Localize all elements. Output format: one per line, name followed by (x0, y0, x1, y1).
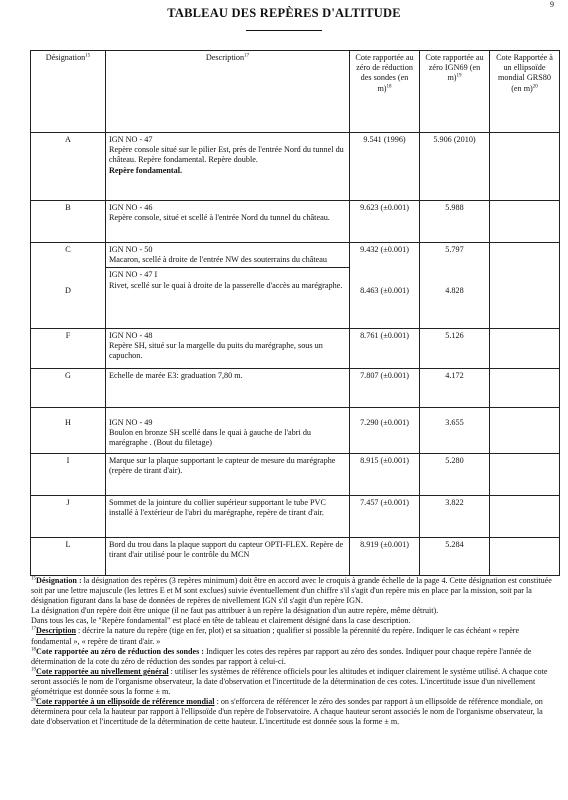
cell-designation: G (31, 369, 106, 408)
footnote-nivellement: $^{19}$Cote rapportée au nivellement général : utiliser les systèmes de référence officiels pour les altitudes et indiquer clairement le système utilisé. A chaque cote seront associés le nom de l'organisme observateur, la date d'observation et l'incertitude de la détermination de ces cotes. L'incertitude issue d'un nivellement géométrique est donnée sous la forme ± m. (31, 666, 548, 697)
cell-cote-ign69: 5.126 (420, 329, 490, 369)
benchmark-text: Echelle de marée E3: graduation 7,80 m. (109, 371, 243, 380)
cell-cote-ign69: 5.906 (2010) (420, 133, 490, 201)
footnote-description: $^{17}$Description : décrire la nature du repère (tige en fer, plot) et sa situation ; qualifier si possible la pérennité du repère. Indiquer le cas échéant « repère fondamental », « repère de tirant d'air. » (31, 626, 520, 646)
footnote-fundamental: Dans tous les cas, le "Repère fondamental" est placé en tête de tableau et clairement désigné dans la case description. (31, 616, 411, 626)
cell-cote-sondes: 7.290 (±0.001) (350, 408, 420, 454)
cell-designation: C D (31, 243, 106, 329)
cell-cote-grs80 (490, 369, 560, 408)
cell-cote-grs80 (490, 454, 560, 496)
footnote-ellipsoide: $^{20}$Cote rapportée à un ellipsoïde de référence mondial : on s'efforcera de référencer le zéro des sondes par rapport à un ellipsoïde de référence mondiale, on déterminera pour cela la hauteur par rapport à l'ellipsoïde d'un repère de l'observatoire. A chaque hauteur seront associés le nom de l'organisme observateur, la date d'observation et l'incertitude de la détermination de cette hauteur. L'incertitude est donnée sous la forme ± m. (31, 697, 543, 727)
benchmark-text: Macaron, scellé à droite de l'entrée NW des souterrains du château (109, 255, 327, 265)
cell-description (106, 369, 350, 408)
cell-description (106, 329, 350, 369)
benchmark-name: IGN NO - 49 (109, 418, 153, 427)
cell-cote-grs80 (490, 201, 560, 243)
cell-cote-grs80 (490, 243, 560, 329)
table-row (31, 329, 560, 369)
cell-cote-sondes: 9.432 (±0.001) 8.463 (±0.001) (350, 243, 420, 329)
footnote-uniqueness: La désignation d'un repère doit être unique (il ne faut pas attribuer à un repère la désignation d'un autre repère, même détruit). (31, 606, 439, 616)
cell-cote-grs80 (490, 496, 560, 538)
table-row (31, 133, 560, 201)
header-cote-ign69: Cote rapportée au zéro IGN69 (en m)$^{19}$ (420, 51, 490, 133)
page-number: 9 (550, 0, 554, 9)
cell-cote-grs80 (490, 133, 560, 201)
page-title: TABLEAU DES REPÈRES D'ALTITUDE (167, 6, 401, 20)
cell-description (106, 243, 350, 329)
cell-cote-ign69: 4.172 (420, 369, 490, 408)
header-designation: Désignation$^{15}$ (31, 51, 106, 133)
benchmark-name: IGN NO - 46 (109, 203, 153, 212)
cell-designation: A (31, 133, 106, 201)
cell-description (106, 496, 350, 538)
benchmark-text: Marque sur la plaque supportant le capteur de mesure du marégraphe (repère de tirant d'air). (109, 456, 336, 476)
table-row (31, 201, 560, 243)
table-row (31, 454, 560, 496)
cell-description (106, 133, 350, 201)
table-row (31, 496, 560, 538)
cell-cote-grs80 (490, 329, 560, 369)
header-cote-sondes: Cote rapportée au zéro de réduction des sondes (en m)$^{18}$ (350, 51, 420, 133)
header-description: Description$^{17}$ (106, 51, 350, 133)
cell-designation: J (31, 496, 106, 538)
cell-cote-grs80 (490, 538, 560, 576)
benchmark-text: Rivet, scellé sur le quai à droite de la passerelle d'accès au marégraphe. (109, 280, 343, 290)
table-row (31, 369, 560, 408)
title-underline (246, 30, 322, 31)
cell-designation: F (31, 329, 106, 369)
benchmark-text: Repère console, situé et scellé à l'entrée Nord du tunnel du château. (109, 213, 330, 223)
cell-cote-sondes: 7.457 (±0.001) (350, 496, 420, 538)
benchmark-text: Sommet de la jointure du collier supérieur supportant le tube PVC installé à l'extérieur de l'abri du marégraphe, repère de tirant d'air. (109, 498, 326, 518)
cell-cote-ign69: 5.280 (420, 454, 490, 496)
benchmark-name: IGN NO - 48 (109, 331, 153, 340)
cell-cote-ign69: 5.284 (420, 538, 490, 576)
cell-designation: I (31, 454, 106, 496)
benchmark-name: IGN NO - 47 I (109, 270, 158, 280)
cell-cote-ign69: 5.988 (420, 201, 490, 243)
cell-cote-ign69: 3.822 (420, 496, 490, 538)
cell-description (106, 201, 350, 243)
cell-description (106, 454, 350, 496)
cell-cote-ign69: 3.655 (420, 408, 490, 454)
cell-cote-sondes: 9.623 (±0.001) (350, 201, 420, 243)
cell-designation: B (31, 201, 106, 243)
footnote-cote-sondes: $^{18}$Cote rapportée au zéro de réduction des sondes : Indiquer les cotes des repères par rapport au zéro des sondes. Indiquer pour chaque repère l'année de détermination de la cote du zéro de réduction des sondes par rapport à celui-ci. (31, 646, 532, 666)
table-header-row (31, 51, 560, 133)
cell-cote-sondes: 8.915 (±0.001) (350, 454, 420, 496)
footnote-designation: $^{15}$Désignation : la désignation des repères (3 repères minimum) doit être en accord avec le croquis à grande échelle de la page 4. Cette désignation est constituée soit par une lettre majuscule (les lettres E et M sont exclues) suivie éventuellement d'un chiffre s'il s'agit d'un repère mis en place par la mission, soit par la désignation figurant dans la base de données de repères de nivellement IGN s'il s'agit d'un repère IGN. (31, 576, 552, 606)
benchmark-emphasis: Repère fondamental. (109, 165, 183, 175)
cell-description (106, 538, 350, 576)
header-cote-grs80: Cote Rapportée à un ellipsoïde mondial GRS80 (en m)$^{20}$ (490, 51, 560, 133)
cell-cote-sondes: 8.919 (±0.001) (350, 538, 420, 576)
benchmark-text: Repère SH, situé sur la margelle du puits du marégraphe, sous un capuchon. (109, 341, 323, 361)
cell-designation: L (31, 538, 106, 576)
benchmark-text: Boulon en bronze SH scellé dans le quai à gauche de l'abri du marégraphe . (Bout du filetage) (109, 428, 312, 448)
footnotes (31, 576, 558, 727)
row-divider (106, 267, 349, 268)
table-row (31, 538, 560, 576)
cell-cote-sondes: 9.541 (1996) (350, 133, 420, 201)
cell-designation: H (31, 408, 106, 454)
cell-cote-sondes: 8.761 (±0.001) (350, 329, 420, 369)
benchmark-text: Bord du trou dans la plaque support du capteur OPTI-FLEX. Repère de tirant d'air utilisé pour le contrôle du MCN (109, 540, 344, 560)
benchmark-name: IGN NO - 47 (109, 135, 153, 144)
table-row (31, 243, 560, 329)
benchmark-name: IGN NO - 50 (109, 245, 153, 254)
benchmarks-table (30, 50, 560, 576)
cell-cote-grs80 (490, 408, 560, 454)
benchmark-text: Repère console situé sur le pilier Est, près de l'entrée Nord du tunnel du château. Repère fondamental. Repère double. (109, 145, 344, 165)
cell-description (106, 408, 350, 454)
table-row (31, 408, 560, 454)
cell-cote-ign69: 5.797 4.828 (420, 243, 490, 329)
cell-cote-sondes: 7.807 (±0.001) (350, 369, 420, 408)
